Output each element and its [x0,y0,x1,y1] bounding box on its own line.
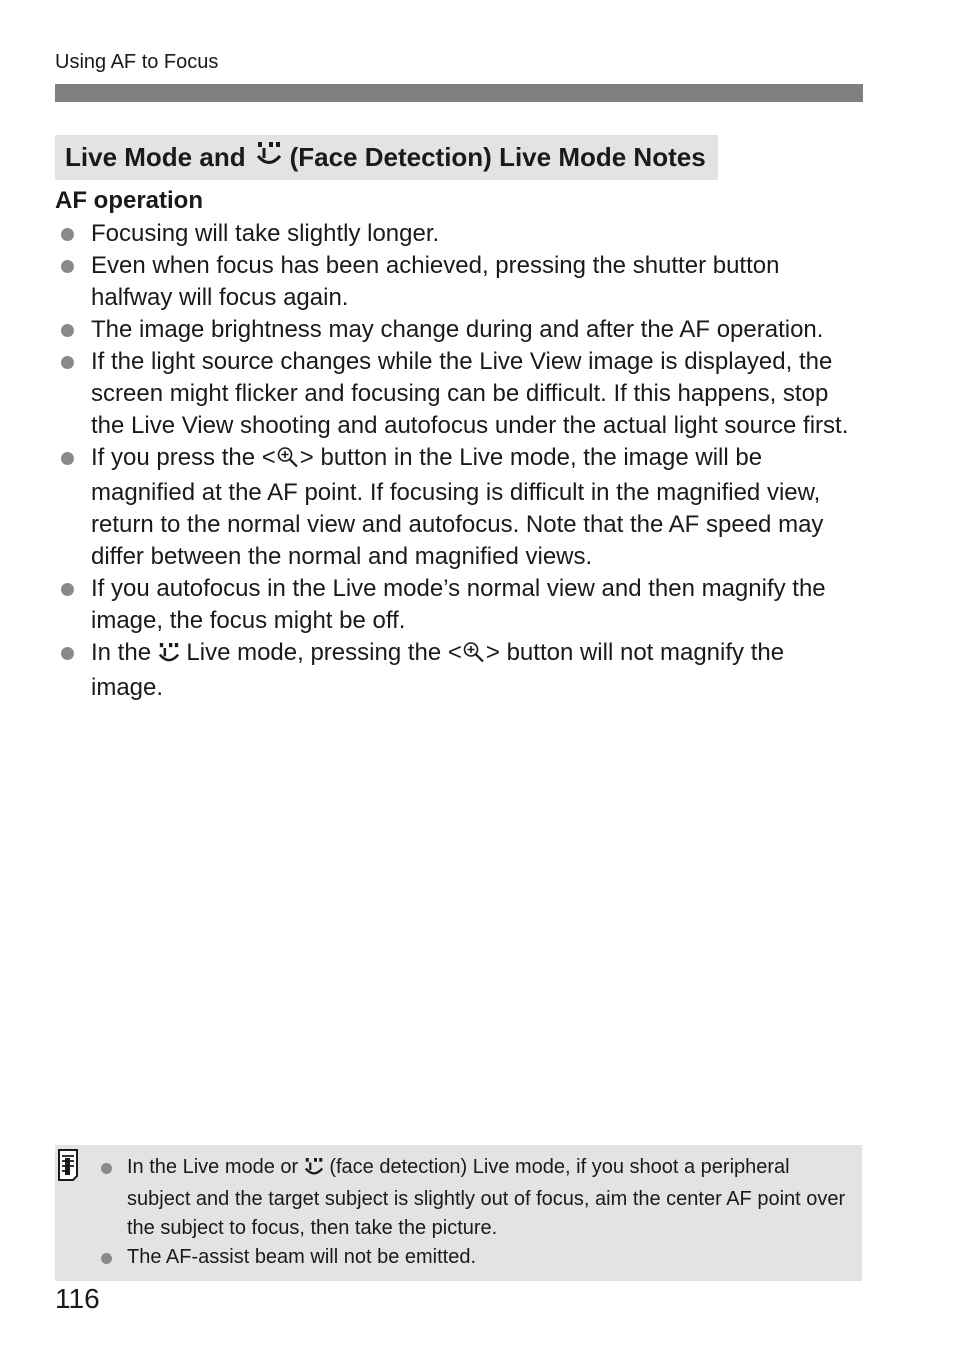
note-box [55,1145,862,1281]
section-title-start: Live Mode and [65,142,246,172]
list-item-text-start: If you press the < [91,444,276,471]
bullet-icon [61,583,74,596]
list-item-text: If you autofocus in the Live mode’s normal view and then magnify the image, the focus might be off. [91,575,826,634]
list-item [55,573,860,637]
list-item-text: Even when focus has been achieved, pressing the shutter button halfway will focus again. [91,252,780,311]
note-icon [56,1147,82,1186]
magnify-icon [276,445,300,477]
bullet-icon [61,452,74,465]
af-operation-heading: AF operation [55,187,203,214]
running-head: Using AF to Focus [55,51,219,73]
list-item-text-end: (face detection) Live mode, if you shoot a peripheral subject and the target subject is slightly out of focus, aim the center AF point over the subject to focus, then take the picture. [127,1156,846,1239]
list-item-text: The AF-assist beam will not be emitted. [127,1246,477,1268]
list-item-text-start: In the Live mode or [127,1156,299,1178]
magnify-icon [462,640,486,672]
bullet-icon [101,1163,112,1174]
list-item-text-end: > button in the Live mode, the image will be magnified at the AF point. If focusing is difficult in the magnified view, return to the normal view and autofocus. Note that the AF speed may differ between the normal and magnified views. [91,444,824,570]
page-number: 116 [55,1283,100,1314]
face-detection-icon [304,1156,324,1185]
section-title [55,135,718,180]
list-item-text: Focusing will take slightly longer. [91,220,440,247]
note-list [99,1153,849,1272]
list-item [99,1153,849,1243]
face-detection-icon [158,640,180,672]
bullet-icon [61,260,74,273]
list-item-text-middle: Live mode, pressing the < [186,639,462,666]
list-item-text-start: In the [91,639,152,666]
face-detection-icon [256,142,282,173]
bullet-icon [101,1253,112,1264]
af-operation-list [55,218,860,704]
section-title-end: (Face Detection) Live Mode Notes [289,142,706,172]
bullet-icon [61,356,74,369]
list-item [55,442,860,573]
list-item [55,314,860,346]
list-item [55,250,860,314]
bullet-icon [61,324,74,337]
list-item-text: If the light source changes while the Live View image is displayed, the screen might flicker and focusing can be difficult. If this happens, stop the Live View shooting and autofocus under the actual light source first. [91,348,849,439]
bullet-icon [61,228,74,241]
list-item [55,637,860,704]
list-item [55,218,860,250]
bullet-icon [61,647,74,660]
list-item [99,1243,849,1272]
header-bar [55,84,863,102]
list-item-text: The image brightness may change during and after the AF operation. [91,316,824,343]
list-item [55,346,860,442]
list-item-text-end: > button will not magnify the image. [91,639,785,701]
